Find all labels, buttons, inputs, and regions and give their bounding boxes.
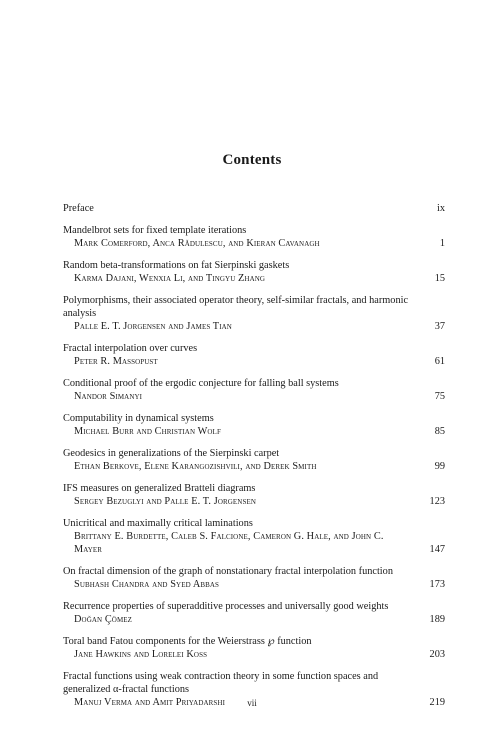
page-footer-number: vii <box>247 698 257 708</box>
entry-page-number: 37 <box>434 321 445 332</box>
entry-page-number: 1 <box>439 238 445 249</box>
toc-entry[interactable] <box>63 565 445 591</box>
entry-title: Random beta-transformations on fat Sierpinski gaskets <box>63 260 290 271</box>
entry-authors: Subhash Chandra and Syed Abbas <box>74 579 220 590</box>
toc-entry[interactable] <box>63 259 445 285</box>
entry-authors: Mark Comerford, Anca Rădulescu, and Kieran Cavanagh <box>74 238 320 249</box>
entry-page-number: 219 <box>429 697 445 708</box>
entry-page-number: 203 <box>429 649 445 660</box>
entry-title: Geodesics in generalizations of the Sierpinski carpet <box>63 448 280 459</box>
toc-entry[interactable] <box>63 447 445 473</box>
entry-page-number: 123 <box>429 496 445 507</box>
entry-page-number: 189 <box>429 614 445 625</box>
entry-authors: Karma Dajani, Wenxia Li, and Tingyu Zhang <box>74 273 266 284</box>
entry-page-number: 61 <box>434 356 445 367</box>
entry-title: Conditional proof of the ergodic conjecture for falling ball systems <box>63 378 339 389</box>
entry-title: Recurrence properties of superadditive processes and universally good weights <box>63 601 389 612</box>
toc-entry[interactable] <box>63 517 445 556</box>
entry-authors: Ethan Berkove, Elene Karangozishvili, and Derek Smith <box>74 461 317 472</box>
entry-authors: Peter R. Massopust <box>74 356 158 367</box>
entry-page-number: ix <box>436 203 445 214</box>
entry-authors: Michael Burr and Christian Wolf <box>74 426 221 437</box>
toc-entry[interactable] <box>63 377 445 403</box>
entry-title: Computability in dynamical systems <box>63 413 214 424</box>
entry-title: Toral band Fatou components for the Weierstrass ℘ function <box>63 636 312 647</box>
toc-entry[interactable] <box>63 412 445 438</box>
toc-entry[interactable] <box>63 342 445 368</box>
entry-authors: Sergey Bezuglyi and Palle E. T. Jorgensen <box>74 496 256 507</box>
table-of-contents <box>63 202 445 709</box>
contents-heading: Contents <box>222 152 282 168</box>
entry-title: Polymorphisms, their associated operator theory, self-similar fractals, and harmonic analysis <box>63 295 409 319</box>
entry-page-number: 15 <box>434 273 445 284</box>
entry-authors: Doğan Çömez <box>74 614 133 625</box>
entry-authors: Brittany E. Burdette, Caleb S. Falcione, Cameron G. Hale, and John C. Mayer <box>74 531 384 555</box>
entry-page-number: 147 <box>429 544 445 555</box>
toc-entry[interactable] <box>63 224 445 250</box>
toc-entry[interactable] <box>63 635 445 661</box>
entry-authors: Nandor Simanyi <box>74 391 143 402</box>
entry-authors: Manuj Verma and Amit Priyadarshi <box>74 697 225 708</box>
toc-entry[interactable] <box>63 294 445 333</box>
entry-title: Fractal functions using weak contraction theory in some function spaces and generalized α-fractal functions <box>63 671 379 695</box>
entry-title: Mandelbrot sets for fixed template iterations <box>63 225 247 236</box>
entry-title: On fractal dimension of the graph of nonstationary fractal interpolation function <box>63 566 393 577</box>
toc-entry[interactable] <box>63 600 445 626</box>
entry-title: IFS measures on generalized Bratteli diagrams <box>63 483 256 494</box>
toc-entry[interactable] <box>63 482 445 508</box>
entry-authors: Palle E. T. Jorgensen and James Tian <box>74 321 232 332</box>
entry-title: Fractal interpolation over curves <box>63 343 198 354</box>
entry-page-number: 99 <box>434 461 445 472</box>
toc-entry-preface[interactable] <box>63 202 445 215</box>
entry-page-number: 173 <box>429 579 445 590</box>
entry-page-number: 85 <box>434 426 445 437</box>
toc-entries <box>63 224 445 709</box>
entry-page-number: 75 <box>434 391 445 402</box>
entry-title: Unicritical and maximally critical laminations <box>63 518 253 529</box>
entry-title: Preface <box>63 203 94 214</box>
entry-authors: Jane Hawkins and Lorelei Koss <box>74 649 208 660</box>
